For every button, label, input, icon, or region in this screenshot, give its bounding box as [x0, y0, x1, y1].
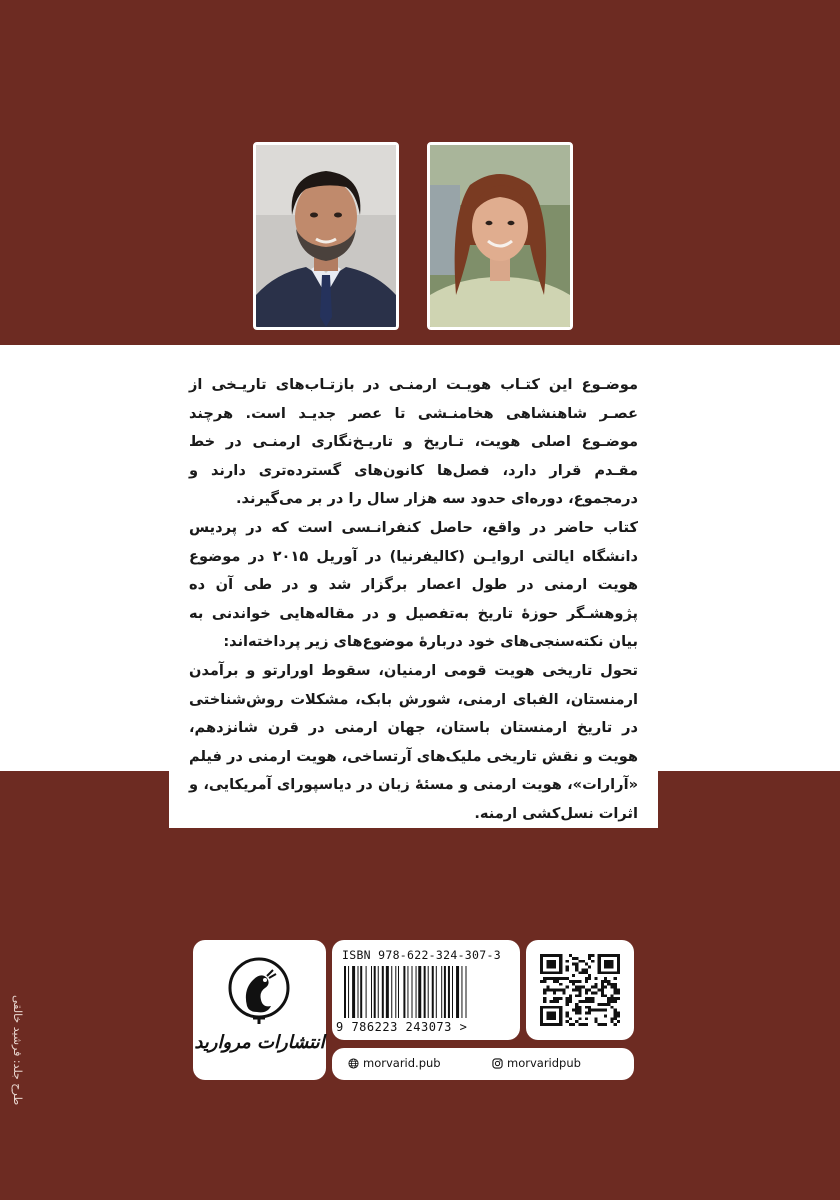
links-card	[332, 1048, 634, 1080]
barcode-number: 9 786223 243073 >	[336, 1020, 468, 1034]
barcode-icon	[342, 966, 512, 1018]
description-paragraph-1: موضـوع این کتـاب هویـت ارمنـی در بازتـاب‌های تاریـخی از عصـر شاهنشاهی هخامنـشی تا عصر جدیـد است. هرچند موضـوع اصلی هویت، تـاریخ و تاریـخ‌نگاری ارمنـی در خط مقـدم قرار دارد، فصل‌ها کانون‌های گسترده‌تری دارند و درمجموع، دوره‌ای حدود سه هزار سال را در بر می‌گیرند.	[189, 376, 638, 508]
instagram-icon	[492, 1058, 503, 1069]
book-description	[169, 345, 658, 828]
description-paragraph-2: کتاب حاضر در واقع، حاصل کنفرانـسی است که در پردیس دانشگاه ایالتی اروایـن (کالیفرنیا) در آوریل ۲۰۱۵ در موضوع هویت ارمنی در طول اعصار برگزار شد و در طی آن ده پژوهشـگر حوزهٔ تاریخ به‌تفصیل و در مقاله‌هایی خواندنی به بیان نکته‌سنجی‌های خود دربارهٔ موضوع‌های زیر پرداخته‌اند:	[189, 518, 638, 651]
website-link[interactable]	[348, 1056, 441, 1070]
author-photo-woman	[427, 142, 573, 330]
peacock-logo-icon	[227, 956, 291, 1026]
publisher-name: انتشارات مروارید	[194, 1032, 325, 1053]
isbn-card	[332, 940, 520, 1040]
instagram-link[interactable]	[492, 1056, 581, 1070]
cover-design-credit: طرح جلد: فرشید خالقی	[11, 994, 24, 1105]
globe-icon	[348, 1058, 359, 1069]
publisher-card	[193, 940, 326, 1080]
isbn-label: ISBN 978-622-324-307-3	[342, 948, 501, 962]
description-paragraph-3: تحول تاریخی هویت قومی ارمنیان، سقوط اورارتو و برآمدن ارمنستان، الفبای ارمنی، شورش بابک، مشکلات روش‌شناختی در تاریخ ارمنستان باستان، جهان ارمنی در قرن شانزدهم، هویت و نقش تاریخی ملیک‌های آرتساخی، هویت ارمنی در فیلم «آرارات»، هویت ارمنی و مسئهٔ زبان در دیاسپورای آمریکایی، و اثرات نسل‌کشی ارمنه.	[189, 661, 638, 822]
qr-card	[526, 940, 634, 1040]
instagram-text: morvaridpub	[507, 1056, 581, 1070]
website-text: morvarid.pub	[363, 1056, 441, 1070]
qr-code-icon	[540, 954, 620, 1026]
author-photo-man	[253, 142, 399, 330]
